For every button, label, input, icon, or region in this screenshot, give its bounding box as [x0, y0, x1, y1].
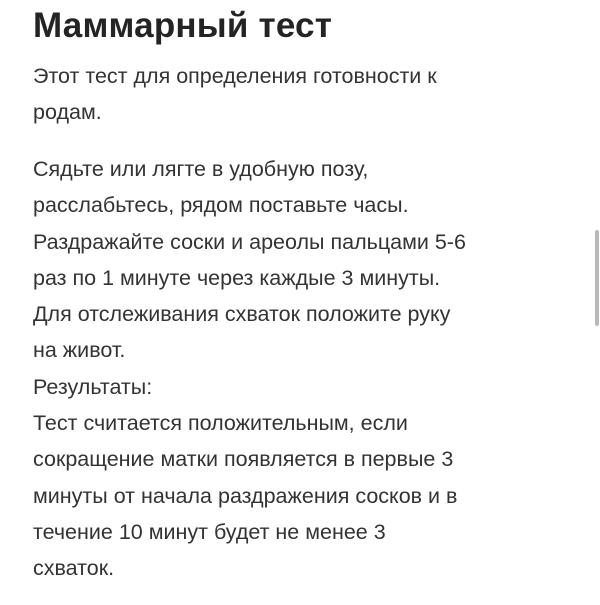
page-title: Маммарный тест — [33, 6, 333, 45]
scrollbar-thumb[interactable] — [595, 230, 599, 326]
intro-paragraph: Этот тест для определения готовности к родам. — [33, 64, 437, 125]
instructions-paragraph: Сядьте или лягте в удобную позу, расслабьтесь, рядом поставьте часы. Раздражайте соски и ареолы пальцами 5-6 раз по 1 минуте через каждые 3 минуты. Для отслеживания схваток положите руку на живот. Результаты: Тест считается положительным, если сокращение матки появляется в первые 3 минуты от начала раздражения сосков и в течение 10 минут будет не менее 3 схваток. — [33, 157, 466, 581]
